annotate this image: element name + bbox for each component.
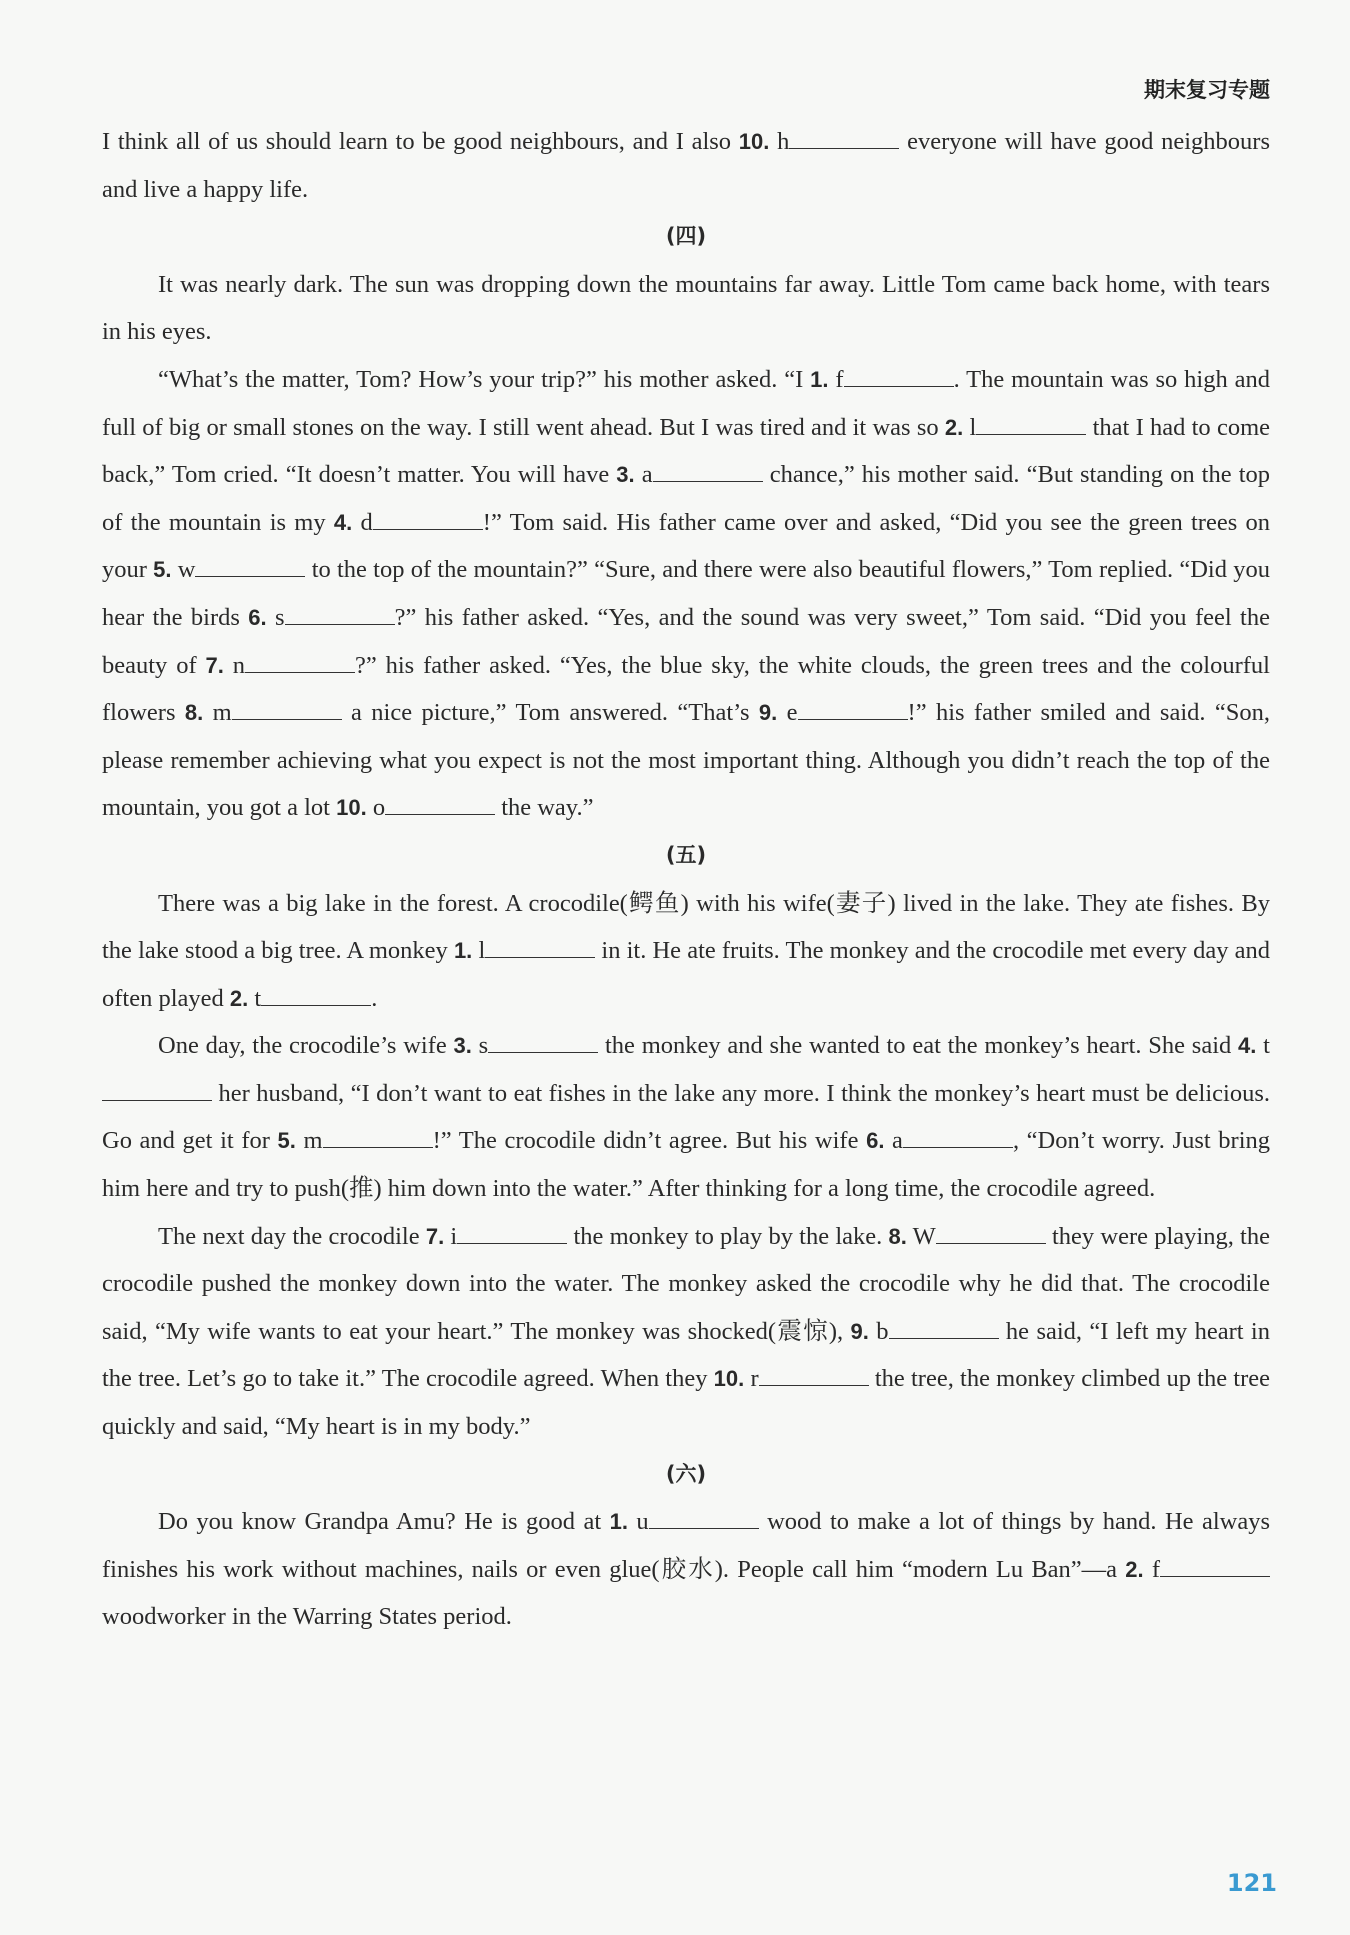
question-number: 6. xyxy=(866,1128,885,1154)
passage-text: . The mountain was so high and full of big or small stones on the way. I still went ahead. But I was tired and it was so xyxy=(102,365,1270,441)
answer-blank[interactable] xyxy=(903,1125,1013,1148)
passage-text: b xyxy=(868,1317,889,1345)
question-number: 8. xyxy=(184,700,204,726)
passage-text: wood to make a lot of things by hand. He always finishes his work without machines, nails or even glue(胶水). People call him “modern Lu Ban”—a xyxy=(102,1508,1271,1583)
passage-text: w xyxy=(171,556,196,584)
question-number: 2. xyxy=(229,985,249,1011)
passage-text: f xyxy=(828,365,844,393)
answer-blank[interactable] xyxy=(323,1125,433,1148)
question-number: 6. xyxy=(248,604,267,630)
passage-text: W xyxy=(906,1222,936,1250)
passage-paragraph xyxy=(102,1213,1270,1451)
passage-text: ?” his father asked. “Yes, the blue sky, the white clouds, the green trees and the colourful flowers xyxy=(102,651,1270,727)
passage-text: h xyxy=(769,128,790,155)
answer-blank[interactable] xyxy=(789,126,899,149)
answer-blank[interactable] xyxy=(889,1316,999,1339)
question-number: 5. xyxy=(277,1128,296,1154)
answer-blank[interactable] xyxy=(373,507,483,530)
answer-blank[interactable] xyxy=(798,697,908,720)
passage-text: her husband, “I don’t want to eat fishes in the lake any more. I think the monkey’s heart must be delicious. Go and get it for xyxy=(102,1079,1270,1155)
passage-text: everyone will have good neighbours and live a happy life. xyxy=(102,128,1270,203)
passage-text: . xyxy=(371,984,378,1012)
passage-text: that I had to come back,” Tom cried. “It doesn’t matter. You will have xyxy=(102,413,1270,489)
passage-text: n xyxy=(223,651,245,679)
section-title: (四) xyxy=(665,224,707,249)
passage-text: t xyxy=(248,984,262,1012)
passage-text: m xyxy=(295,1127,323,1155)
passage-text: t xyxy=(1256,1032,1270,1060)
passage-paragraph xyxy=(102,1498,1270,1641)
passage-paragraph xyxy=(102,356,1270,832)
page-header-title: 期末复习专题 xyxy=(1144,78,1270,102)
question-number: 1. xyxy=(810,366,829,392)
question-number: 2. xyxy=(1125,1556,1144,1582)
answer-blank[interactable] xyxy=(102,1078,212,1101)
passage-text: r xyxy=(744,1365,759,1393)
passage-text: “What’s the matter, Tom? How’s your trip?” his mother asked. “I xyxy=(158,365,811,393)
answer-blank[interactable] xyxy=(385,792,495,815)
question-number: 9. xyxy=(758,700,778,726)
passage-text: e xyxy=(777,699,798,727)
answer-blank[interactable] xyxy=(936,1221,1046,1244)
passage-text: a nice picture,” Tom answered. “That’s xyxy=(341,699,759,727)
passage-text: I think all of us should learn to be good neighbours, and I also xyxy=(102,128,739,155)
passage-text: f xyxy=(1143,1555,1160,1583)
answer-blank[interactable] xyxy=(195,554,305,577)
passage-text: l xyxy=(963,413,977,441)
answer-blank[interactable] xyxy=(485,935,595,958)
passage-text: the way.” xyxy=(495,794,594,822)
document-body xyxy=(102,118,1270,1641)
question-number: 1. xyxy=(453,938,473,964)
question-number: 3. xyxy=(453,1033,472,1059)
passage-text: in it. He ate fruits. The monkey and the crocodile met every day and often played xyxy=(102,937,1270,1012)
question-number: 3. xyxy=(616,462,635,488)
answer-blank[interactable] xyxy=(232,697,342,720)
answer-blank[interactable] xyxy=(245,650,355,673)
passage-text: d xyxy=(352,508,373,536)
answer-blank[interactable] xyxy=(759,1363,869,1386)
passage-text: There was a big lake in the forest. A crocodile(鳄鱼) with his wife(妻子) lived in the lake. They ate fishes. By the lake stood a big tree. A monkey xyxy=(102,889,1270,965)
passage-text: !” his father smiled and said. “Son, please remember achieving what you expect is not the most important thing. Although you didn’t reach the top of the mountain, you got a lot xyxy=(102,699,1271,822)
section-title: (五) xyxy=(665,842,707,867)
answer-blank[interactable] xyxy=(649,1506,759,1529)
answer-blank[interactable] xyxy=(653,459,763,482)
page-number: 121 xyxy=(1226,1869,1277,1897)
passage-text: o xyxy=(366,794,386,822)
question-number: 8. xyxy=(888,1223,907,1249)
question-number: 5. xyxy=(153,557,172,583)
passage-text: l xyxy=(472,937,486,965)
passage-text: !” The crocodile didn’t agree. But his wife xyxy=(432,1127,867,1155)
question-number: 10. xyxy=(738,129,770,154)
passage-text: m xyxy=(203,699,232,727)
question-number: 7. xyxy=(425,1223,445,1249)
question-number: 2. xyxy=(944,414,964,440)
passage-text: woodworker in the Warring States period. xyxy=(102,1603,512,1631)
answer-blank[interactable] xyxy=(976,412,1086,435)
passage-text: the monkey to play by the lake. xyxy=(567,1222,889,1250)
passage-text: u xyxy=(627,1508,649,1536)
question-number: 4. xyxy=(1238,1033,1257,1059)
answer-blank[interactable] xyxy=(285,602,395,625)
question-number: 10. xyxy=(713,1366,745,1392)
question-number: 1. xyxy=(609,1509,628,1535)
passage-text: he said, “I left my heart in the tree. Let’s go to take it.” The crocodile agreed. When they xyxy=(102,1317,1270,1393)
passage-text: a xyxy=(884,1127,903,1155)
passage-text: chance,” his mother said. “But standing on the top of the mountain is my xyxy=(102,461,1271,536)
passage-text: ?” his father asked. “Yes, and the sound was very sweet,” Tom said. “Did you feel the beauty of xyxy=(102,603,1270,679)
passage-text: !” Tom said. His father came over and asked, “Did you see the green trees on your xyxy=(102,508,1271,584)
question-number: 4. xyxy=(333,509,353,535)
answer-blank[interactable] xyxy=(488,1030,598,1053)
passage-text: the tree, the monkey climbed up the tree quickly and said, “My heart is in my body.” xyxy=(102,1365,1270,1441)
question-number: 9. xyxy=(850,1318,869,1344)
passage-text: The next day the crocodile xyxy=(158,1222,426,1250)
answer-blank[interactable] xyxy=(457,1221,567,1244)
question-number: 10. xyxy=(336,795,367,821)
passage-text: , “Don’t worry. Just bring him here and try to push(推) him down into the water.” After thinking for a long time, the crocodile agreed. xyxy=(102,1127,1271,1203)
answer-blank[interactable] xyxy=(844,364,954,387)
passage-text: a xyxy=(634,461,653,489)
answer-blank[interactable] xyxy=(261,983,371,1006)
passage-text: s xyxy=(471,1032,489,1060)
passage-text: they were playing, the crocodile pushed the monkey down into the water. The monkey asked the crocodile why he did that. The crocodile said, “My wife wants to eat your heart.” The monkey was shocked(震惊), xyxy=(102,1222,1270,1345)
passage-text: to the top of the mountain?” “Sure, and there were also beautiful flowers,” Tom replied. “Did you hear the birds xyxy=(102,556,1270,631)
passage-text: It was nearly dark. The sun was dropping down the mountains far away. Little Tom came back home, with tears in his eyes. xyxy=(102,270,1270,346)
passage-paragraph xyxy=(102,1022,1270,1212)
passage-paragraph xyxy=(102,261,1270,356)
passage-paragraph xyxy=(102,880,1270,1023)
passage-text: s xyxy=(266,603,285,631)
passage-text: the monkey and she wanted to eat the monkey’s heart. She said xyxy=(598,1032,1239,1060)
answer-blank[interactable] xyxy=(1160,1554,1270,1577)
section-title: (六) xyxy=(665,1461,707,1486)
passage-text: One day, the crocodile’s wife xyxy=(158,1032,454,1060)
passage-text: i xyxy=(444,1222,458,1250)
question-number: 7. xyxy=(205,652,224,678)
passage-text: Do you know Grandpa Amu? He is good at xyxy=(158,1508,610,1536)
passage-paragraph xyxy=(102,118,1270,213)
